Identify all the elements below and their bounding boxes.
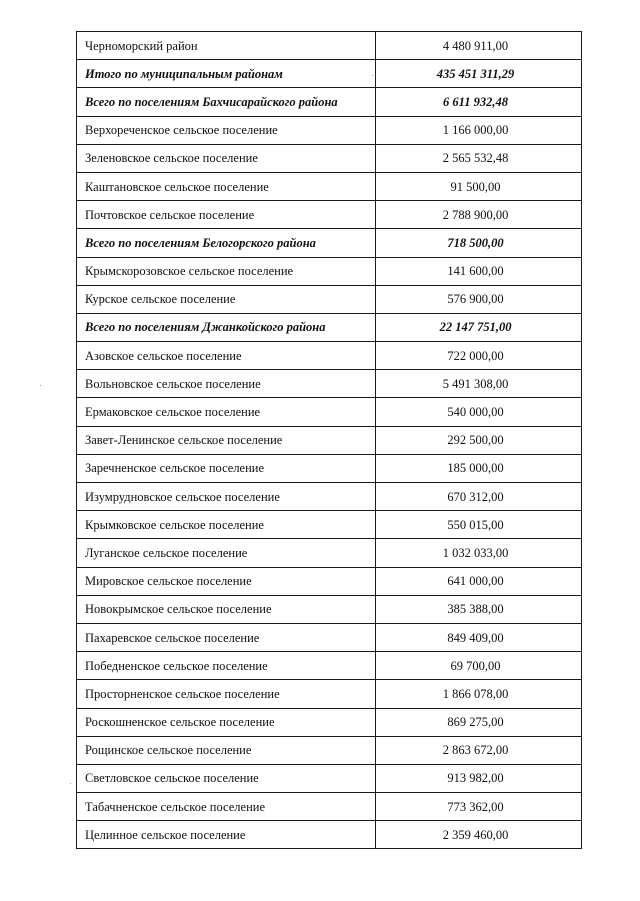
amount-cell: 22 147 751,00 — [376, 313, 582, 341]
amount-cell: 670 312,00 — [376, 483, 582, 511]
table-row — [77, 652, 582, 680]
table-row — [77, 201, 582, 229]
table-row — [77, 454, 582, 482]
table-row — [77, 370, 582, 398]
table-row — [77, 32, 582, 60]
settlement-name-cell: Крымскорозовское сельское поселение — [77, 257, 376, 285]
table-body — [77, 32, 582, 849]
settlement-name-cell: Роскошненское сельское поселение — [77, 708, 376, 736]
settlement-name-cell: Мировское сельское поселение — [77, 567, 376, 595]
table-row — [77, 764, 582, 792]
settlement-name-cell: Целинное сельское поселение — [77, 821, 376, 849]
amount-cell: 722 000,00 — [376, 342, 582, 370]
table-row — [77, 680, 582, 708]
table-row — [77, 398, 582, 426]
amount-cell: 718 500,00 — [376, 229, 582, 257]
amount-cell: 69 700,00 — [376, 652, 582, 680]
settlement-name-cell: Вольновское сельское поселение — [77, 370, 376, 398]
table-row — [77, 342, 582, 370]
settlement-name-cell: Победненское сельское поселение — [77, 652, 376, 680]
settlement-name-cell: Всего по поселениям Джанкойского района — [77, 313, 376, 341]
amount-cell: 1 866 078,00 — [376, 680, 582, 708]
amount-cell: 2 863 672,00 — [376, 736, 582, 764]
settlement-name-cell: Всего по поселениям Белогорского района — [77, 229, 376, 257]
settlement-name-cell: Всего по поселениям Бахчисарайского района — [77, 88, 376, 116]
scan-speck — [70, 783, 71, 784]
amount-cell: 435 451 311,29 — [376, 60, 582, 88]
table-row — [77, 821, 582, 849]
settlement-name-cell: Табачненское сельское поселение — [77, 793, 376, 821]
amount-cell: 913 982,00 — [376, 764, 582, 792]
table-row — [77, 623, 582, 651]
amount-cell: 1 166 000,00 — [376, 116, 582, 144]
table-row — [77, 229, 582, 257]
settlement-name-cell: Изумрудновское сельское поселение — [77, 483, 376, 511]
settlement-name-cell: Рощинское сельское поселение — [77, 736, 376, 764]
amount-cell: 385 388,00 — [376, 595, 582, 623]
budget-allocation-table — [76, 31, 582, 849]
settlement-name-cell: Итого по муниципальным районам — [77, 60, 376, 88]
settlement-name-cell: Каштановское сельское поселение — [77, 172, 376, 200]
settlement-name-cell: Пахаревское сельское поселение — [77, 623, 376, 651]
table-row — [77, 426, 582, 454]
table-row — [77, 483, 582, 511]
table-row — [77, 736, 582, 764]
amount-cell: 185 000,00 — [376, 454, 582, 482]
table-row — [77, 708, 582, 736]
table-row — [77, 88, 582, 116]
table-row — [77, 60, 582, 88]
settlement-name-cell: Азовское сельское поселение — [77, 342, 376, 370]
amount-cell: 2 359 460,00 — [376, 821, 582, 849]
amount-cell: 1 032 033,00 — [376, 539, 582, 567]
table-row — [77, 285, 582, 313]
settlement-name-cell: Заречненское сельское поселение — [77, 454, 376, 482]
table-row — [77, 793, 582, 821]
settlement-name-cell: Верхореченское сельское поселение — [77, 116, 376, 144]
settlement-name-cell: Почтовское сельское поселение — [77, 201, 376, 229]
table-row — [77, 257, 582, 285]
table-row — [77, 539, 582, 567]
settlement-name-cell: Ермаковское сельское поселение — [77, 398, 376, 426]
table-row — [77, 595, 582, 623]
amount-cell: 2 788 900,00 — [376, 201, 582, 229]
amount-cell: 6 611 932,48 — [376, 88, 582, 116]
settlement-name-cell: Зеленовское сельское поселение — [77, 144, 376, 172]
amount-cell: 540 000,00 — [376, 398, 582, 426]
amount-cell: 576 900,00 — [376, 285, 582, 313]
amount-cell: 869 275,00 — [376, 708, 582, 736]
amount-cell: 2 565 532,48 — [376, 144, 582, 172]
table-row — [77, 511, 582, 539]
settlement-name-cell: Светловское сельское поселение — [77, 764, 376, 792]
amount-cell: 141 600,00 — [376, 257, 582, 285]
table-row — [77, 313, 582, 341]
table-row — [77, 172, 582, 200]
amount-cell: 292 500,00 — [376, 426, 582, 454]
table-row — [77, 116, 582, 144]
amount-cell: 773 362,00 — [376, 793, 582, 821]
settlement-name-cell: Курское сельское поселение — [77, 285, 376, 313]
amount-cell: 4 480 911,00 — [376, 32, 582, 60]
table-row — [77, 567, 582, 595]
settlement-name-cell: Завет-Ленинское сельское поселение — [77, 426, 376, 454]
amount-cell: 849 409,00 — [376, 623, 582, 651]
settlement-name-cell: Просторненское сельское поселение — [77, 680, 376, 708]
amount-cell: 5 491 308,00 — [376, 370, 582, 398]
table-row — [77, 144, 582, 172]
amount-cell: 550 015,00 — [376, 511, 582, 539]
amount-cell: 641 000,00 — [376, 567, 582, 595]
settlement-name-cell: Черноморский район — [77, 32, 376, 60]
amount-cell: 91 500,00 — [376, 172, 582, 200]
settlement-name-cell: Новокрымское сельское поселение — [77, 595, 376, 623]
settlement-name-cell: Крымковское сельское поселение — [77, 511, 376, 539]
scan-speck — [40, 385, 41, 386]
settlement-name-cell: Луганское сельское поселение — [77, 539, 376, 567]
